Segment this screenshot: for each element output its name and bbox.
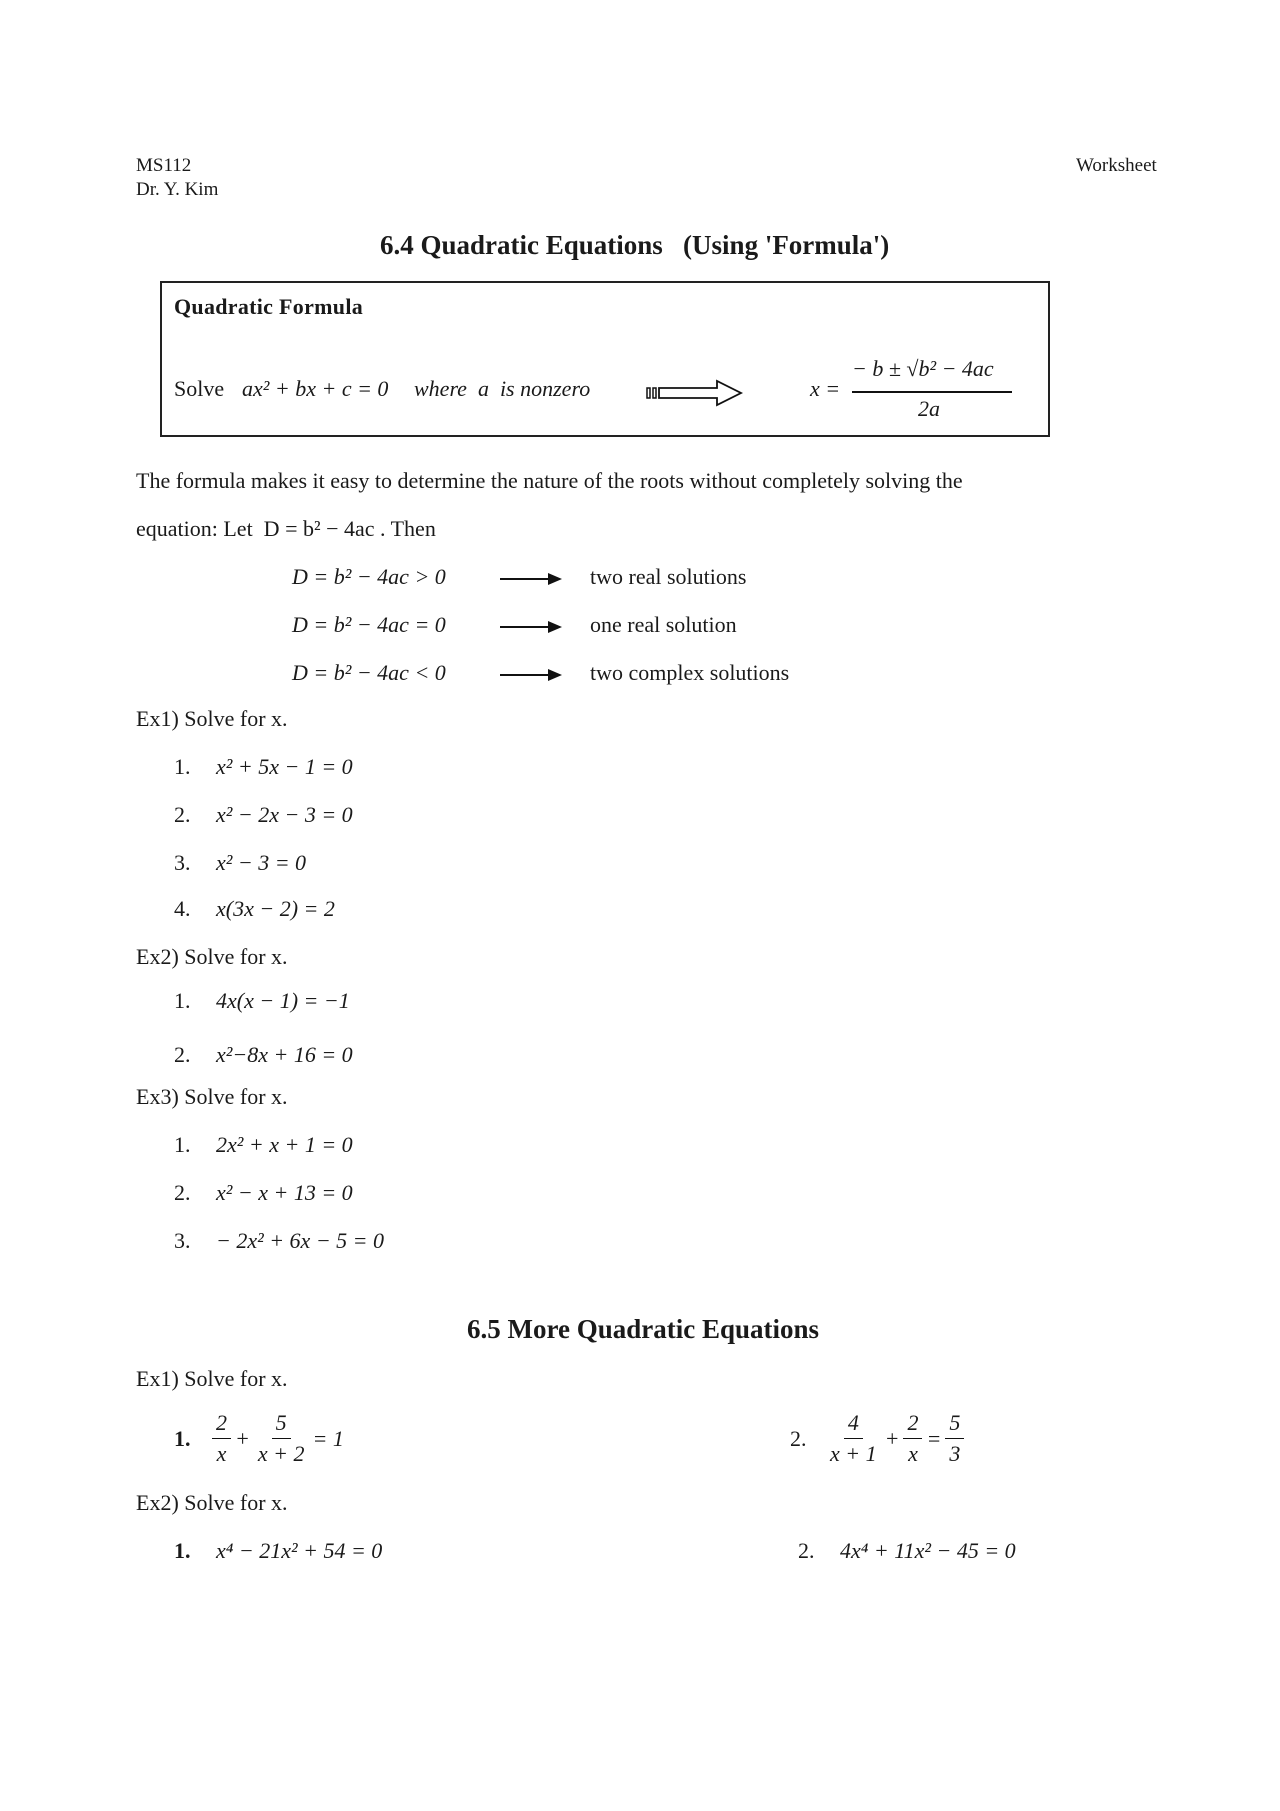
case-result-negative: two complex solutions bbox=[590, 660, 790, 685]
instructor-name: Dr. Y. Kim bbox=[136, 179, 219, 200]
fraction: $\frac{4}{x + 1}$ bbox=[830, 1410, 877, 1466]
ex1-equation: x² + 5x − 1 = 0 bbox=[216, 754, 353, 779]
ex1-label: Ex1) Solve for x. bbox=[136, 706, 288, 731]
case-arrow-icon bbox=[500, 626, 550, 628]
ex1-equation: x² − 3 = 0 bbox=[216, 850, 307, 875]
case-arrow-icon bbox=[500, 674, 550, 676]
fraction: $\frac{5}{x + 2}$ bbox=[257, 1410, 305, 1466]
plus-operator: + bbox=[884, 1425, 900, 1451]
ex1-item-number: 4. bbox=[174, 896, 191, 921]
ex1-item-number: 1. bbox=[174, 754, 191, 779]
s2-ex1-item2-equation bbox=[826, 1408, 964, 1469]
case-result-positive: two real solutions bbox=[590, 564, 747, 589]
ex1-equation: x(3x − 2) = 2 bbox=[216, 896, 335, 921]
case-result-zero: one real solution bbox=[590, 612, 737, 637]
formula-lhs: x = bbox=[810, 376, 841, 401]
ex2-item-number: 1. bbox=[174, 988, 191, 1013]
equals-operator: = bbox=[926, 1425, 942, 1451]
course-code: MS112 bbox=[136, 155, 192, 176]
section-title-6-4: 6.4 Quadratic Equations (Using 'Formula') bbox=[380, 230, 890, 260]
solve-label: Solve bbox=[174, 376, 225, 401]
ex2-equation: x²−8x + 16 = 0 bbox=[216, 1042, 353, 1067]
s2-ex2-item1-equation: x⁴ − 21x² + 54 = 0 bbox=[216, 1538, 383, 1563]
ex1-equation: x² − 2x − 3 = 0 bbox=[216, 802, 353, 827]
ex3-equation: − 2x² + 6x − 5 = 0 bbox=[216, 1228, 385, 1253]
case-arrow-head-icon bbox=[548, 669, 562, 681]
ex3-item-number: 2. bbox=[174, 1180, 191, 1205]
ex1-item-number: 2. bbox=[174, 802, 191, 827]
section-title-6-5: 6.5 More Quadratic Equations bbox=[467, 1314, 820, 1344]
case-arrow-head-icon bbox=[548, 573, 562, 585]
intro-text-line-1: The formula makes it easy to determine the nature of the roots without completely solving the bbox=[136, 468, 963, 493]
ex3-label: Ex3) Solve for x. bbox=[136, 1084, 288, 1109]
fraction: $\frac{2}{x}$ bbox=[903, 1408, 922, 1469]
formula-box-title: Quadratic Formula bbox=[174, 294, 364, 319]
implies-arrow-icon bbox=[645, 378, 745, 408]
formula-denominator: 2a bbox=[918, 396, 940, 421]
doc-type-label: Worksheet bbox=[1076, 155, 1157, 176]
equation-rhs: = 1 bbox=[312, 1425, 344, 1451]
general-quadratic-equation: ax² + bx + c = 0 bbox=[242, 376, 389, 401]
discriminant-negative: D = b² − 4ac < 0 bbox=[292, 660, 446, 685]
s2-ex2-item2-number: 2. bbox=[798, 1538, 815, 1563]
formula-fraction-bar bbox=[852, 391, 1012, 393]
fraction: $\frac{2}{x}$ bbox=[212, 1408, 231, 1469]
case-arrow-icon bbox=[500, 578, 550, 580]
s2-ex2-item2-equation: 4x⁴ + 11x² − 45 = 0 bbox=[840, 1538, 1016, 1563]
ex3-item-number: 3. bbox=[174, 1228, 191, 1253]
ex2-label: Ex2) Solve for x. bbox=[136, 944, 288, 969]
nonzero-condition: where a is nonzero bbox=[414, 376, 591, 401]
ex3-item-number: 1. bbox=[174, 1132, 191, 1157]
s2-ex1-item1-number: 1. bbox=[174, 1426, 191, 1451]
s2-ex2-label: Ex2) Solve for x. bbox=[136, 1490, 288, 1515]
ex1-item-number: 3. bbox=[174, 850, 191, 875]
ex2-item-number: 2. bbox=[174, 1042, 191, 1067]
s2-ex1-item2-number: 2. bbox=[790, 1426, 807, 1451]
discriminant-positive: D = b² − 4ac > 0 bbox=[292, 564, 446, 589]
plus-operator: + bbox=[235, 1425, 250, 1451]
discriminant-zero: D = b² − 4ac = 0 bbox=[292, 612, 446, 637]
case-arrow-head-icon bbox=[548, 621, 562, 633]
intro-text-line-2: equation: Let D = b² − 4ac . Then bbox=[136, 516, 436, 541]
s2-ex1-label: Ex1) Solve for x. bbox=[136, 1366, 288, 1391]
formula-numerator: − b ± √b² − 4ac bbox=[852, 356, 994, 381]
s2-ex1-item1-equation bbox=[212, 1408, 344, 1469]
ex3-equation: 2x² + x + 1 = 0 bbox=[216, 1132, 353, 1157]
ex2-equation: 4x(x − 1) = −1 bbox=[216, 988, 350, 1013]
fraction: $\frac{5}{3}$ bbox=[945, 1408, 964, 1469]
ex3-equation: x² − x + 13 = 0 bbox=[216, 1180, 353, 1205]
s2-ex2-item1-number: 1. bbox=[174, 1538, 191, 1563]
